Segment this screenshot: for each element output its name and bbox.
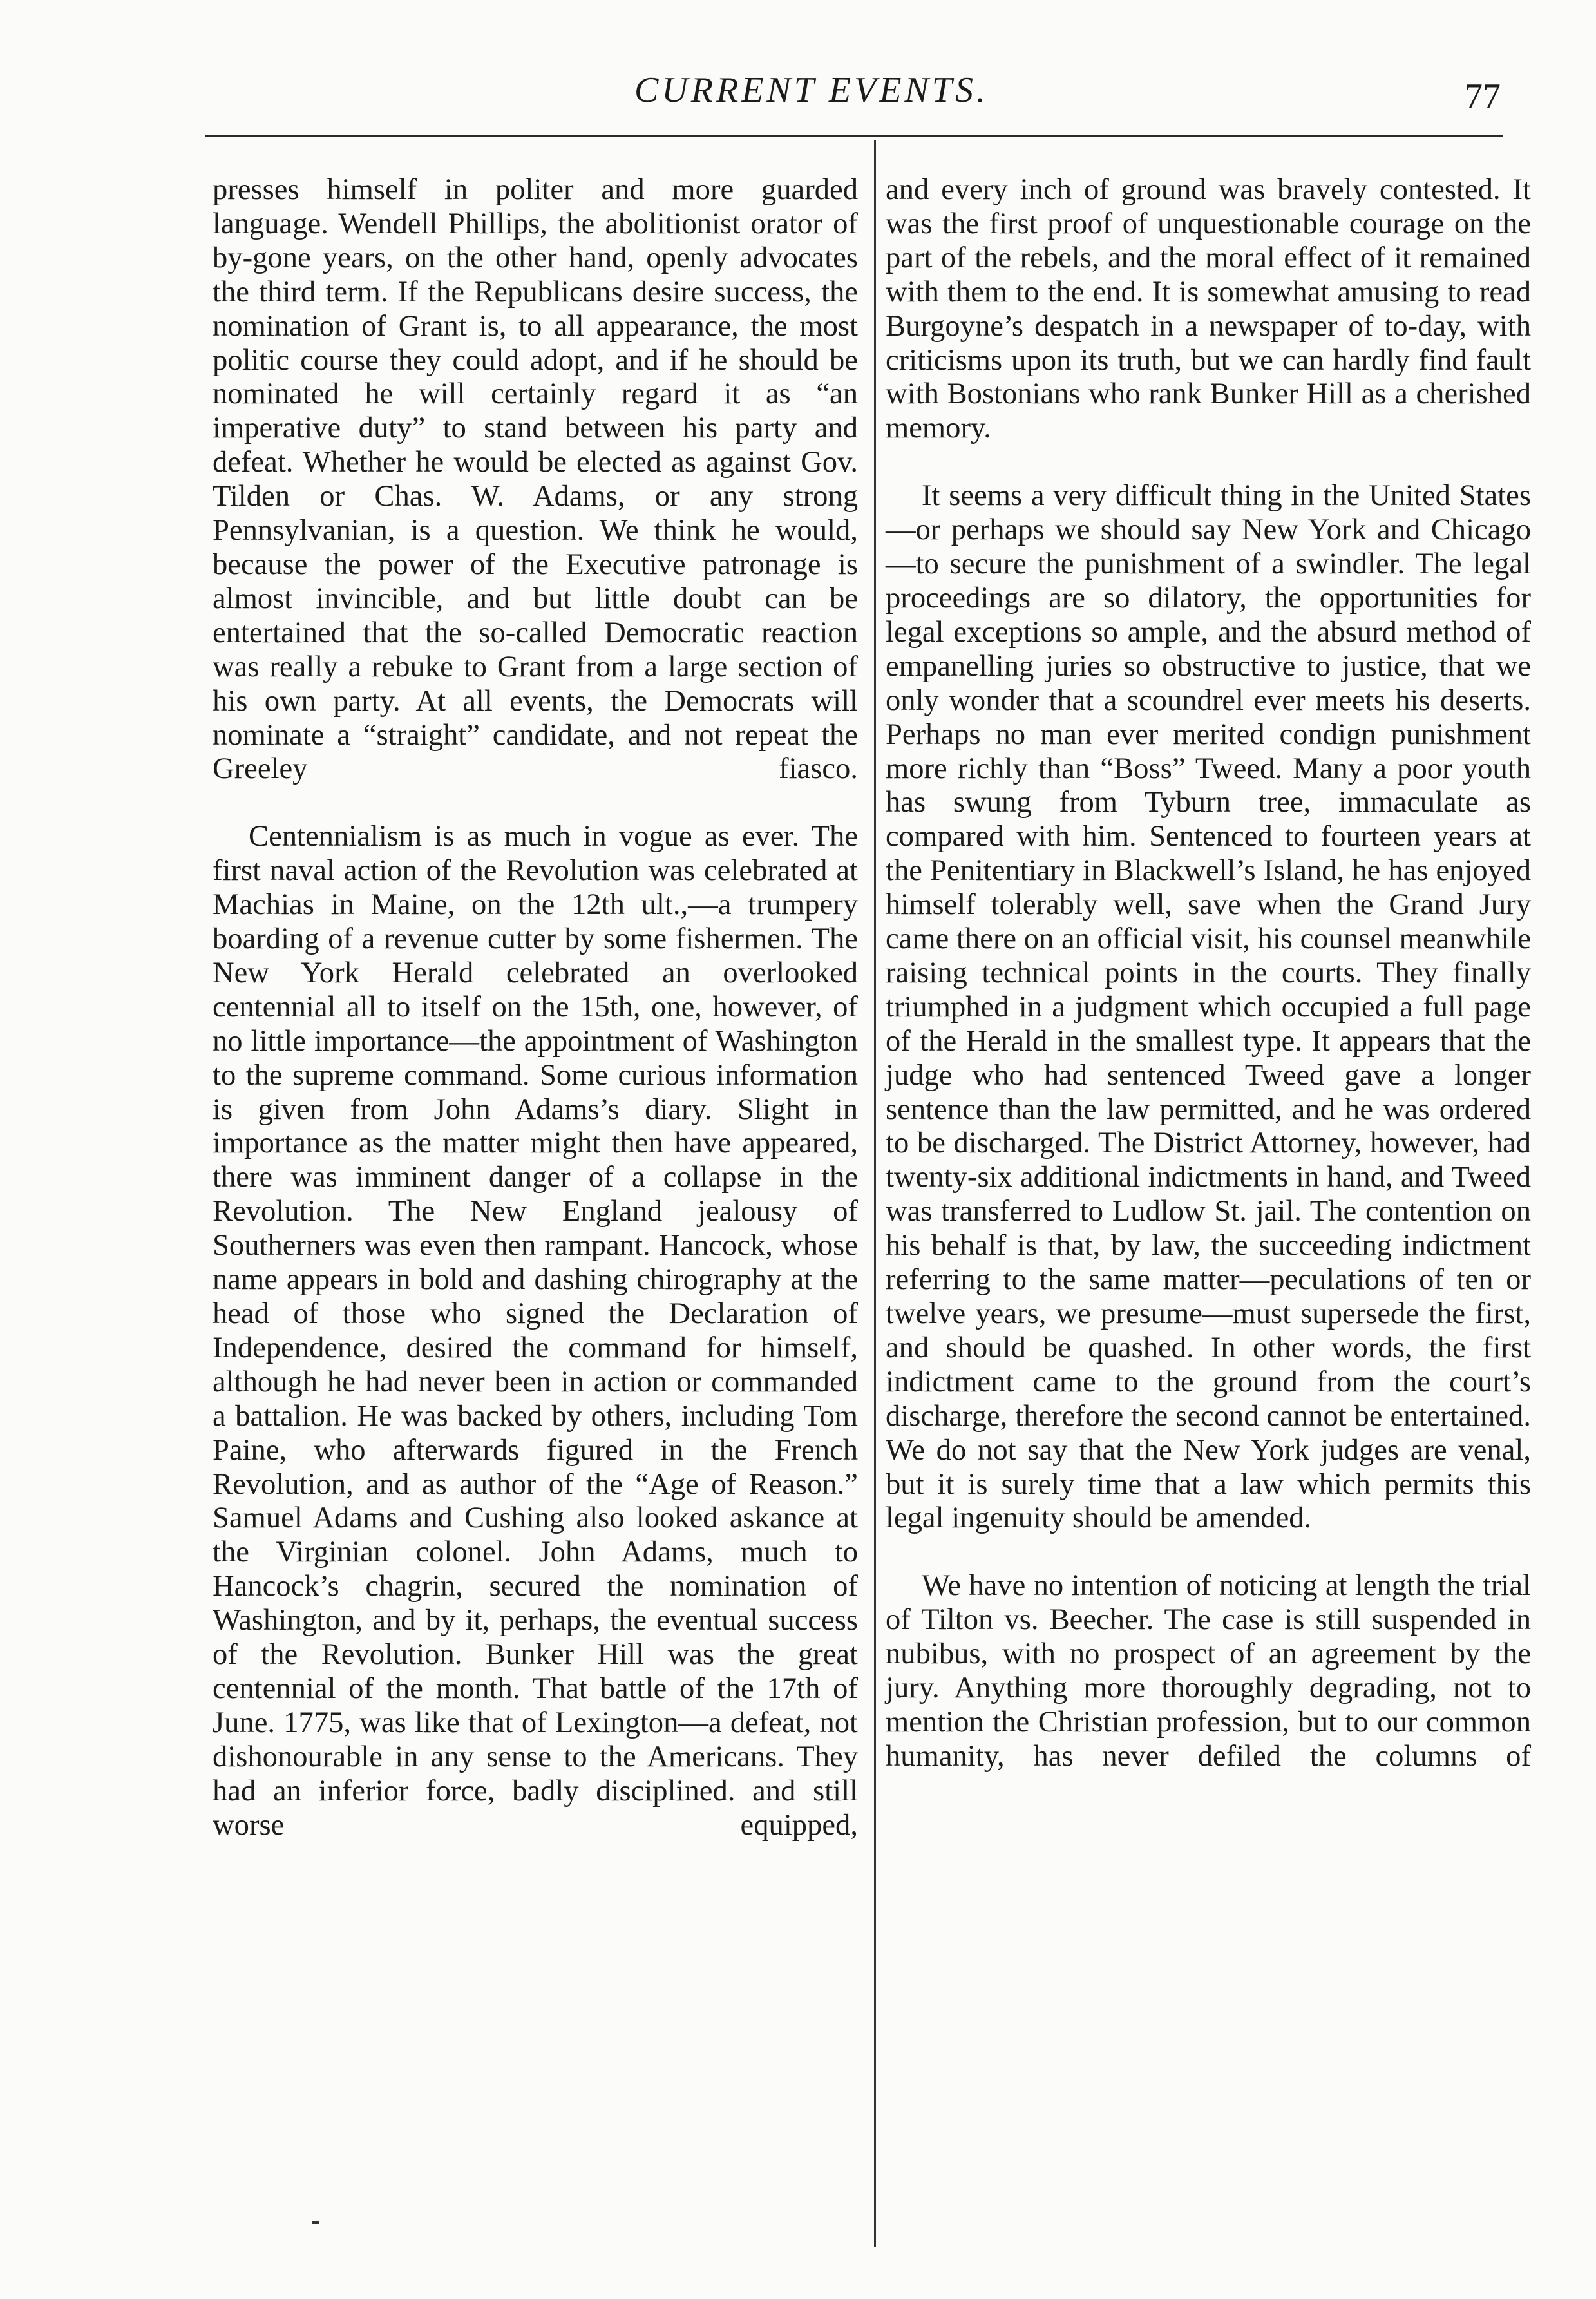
paragraph-bunker-hill: and every inch of ground was bravely contested. It was the first proof of unquestionable courage on the part of the rebels, and the moral effect of it remained with them to the end. It is somewhat amusing to read Burgoyne’s despatch in a newspaper of to-day, with criticisms upon its truth, but we can hardly find fault with Bostonians who rank Bunker Hill as a cherished memory. bbox=[886, 173, 1531, 445]
column-divider bbox=[874, 140, 876, 2247]
paragraph-tilton-beecher: We have no intention of noticing at length the trial of Tilton vs. Beecher. The case is still suspended in nubibus, with no prospect of an agreement by the jury. Anything more thoroughly degrading, not to mention the Christian profession, but to our common humanity, has never defiled the columns of bbox=[886, 1569, 1531, 1773]
stray-mark bbox=[312, 2221, 319, 2224]
header-rule bbox=[205, 135, 1503, 137]
right-column bbox=[886, 173, 1531, 1773]
running-title: CURRENT EVENTS. bbox=[634, 70, 989, 110]
left-column bbox=[213, 173, 858, 1842]
paragraph-boss-tweed: It seems a very difficult thing in the United States—or perhaps we should say New York and Chicago—to secure the punishment of a swindler. The legal proceedings are so dilatory, the opportunities for legal exceptions so ample, and the absurd method of empanelling juries so obstructive to justice, that we only wonder that a scoundrel ever meets his deserts. Perhaps no man ever merited condign punishment more richly than “Boss” Tweed. Many a poor youth has swung from Tyburn tree, immaculate as compared with him. Sentenced to fourteen years at the Penitentiary in Blackwell’s Island, he has enjoyed himself tolerably well, save when the Grand Jury came there on an official visit, his counsel meanwhile raising technical points in the courts. They finally triumphed in a judgment which occupied a full page of the Herald in the smallest type. It appears that the judge who had sentenced Tweed gave a longer sentence than the law permitted, and he was ordered to be discharged. The District Attorney, however, had twenty-six additional indictments in hand, and Tweed was transferred to Ludlow St. jail. The contention on his behalf is that, by law, the succeeding indictment referring to the same matter—peculations of ten or twelve years, we presume—must supersede the first, and should be quashed. In other words, the first indictment came to the ground from the court’s discharge, therefore the second cannot be entertained. We do not say that the New York judges are venal, but it is surely time that a law which permits this legal ingenuity should be amended. bbox=[886, 479, 1531, 1535]
paragraph-centennialism: Centennialism is as much in vogue as ever. The first naval action of the Revolution was celebrated at Machias in Maine, on the 12th ult.,—a trumpery boarding of a revenue cutter by some fishermen. The New York Herald celebrated an overlooked centennial all to itself on the 15th, one, however, of no little importance—the appointment of Washington to the supreme command. Some curious information is given from John Adams’s diary. Slight in importance as the matter might then have appeared, there was imminent danger of a collapse in the Revolution. The New England jealousy of Southerners was even then rampant. Hancock, whose name appears in bold and dashing chirography at the head of those who signed the Declaration of Independence, desired the command for himself, although he had never been in action or commanded a battalion. He was backed by others, including Tom Paine, who afterwards figured in the French Revolution, and as author of the “Age of Reason.” Samuel Adams and Cushing also looked askance at the Virginian colonel. John Adams, much to Hancock’s chagrin, secured the nomination of Washington, and by it, perhaps, the eventual success of the Revolution. Bunker Hill was the great centennial of the month. That battle of the 17th of June. 1775, was like that of Lexington—a defeat, not dishonourable in any sense to the Americans. They had an inferior force, badly disciplined. and still worse equipped, bbox=[213, 819, 858, 1842]
page-number: 77 bbox=[1465, 77, 1501, 117]
paragraph-third-term: presses himself in politer and more guarded language. Wendell Phillips, the abolitionist orator of by-gone years, on the other hand, openly advocates the third term. If the Republicans desire success, the nomination of Grant is, to all appearance, the most politic course they could adopt, and if he should be nominated he will certainly regard it as “an imperative duty” to stand between his party and defeat. Whether he would be elected as against Gov. Tilden or Chas. W. Adams, or any strong Pennsylvanian, is a question. We think he would, because the power of the Executive patronage is almost invincible, and but little doubt can be entertained that the so-called Democratic reaction was really a rebuke to Grant from a large section of his own party. At all events, the Democrats will nominate a “straight” candidate, and not repeat the Greeley fiasco. bbox=[213, 173, 858, 786]
